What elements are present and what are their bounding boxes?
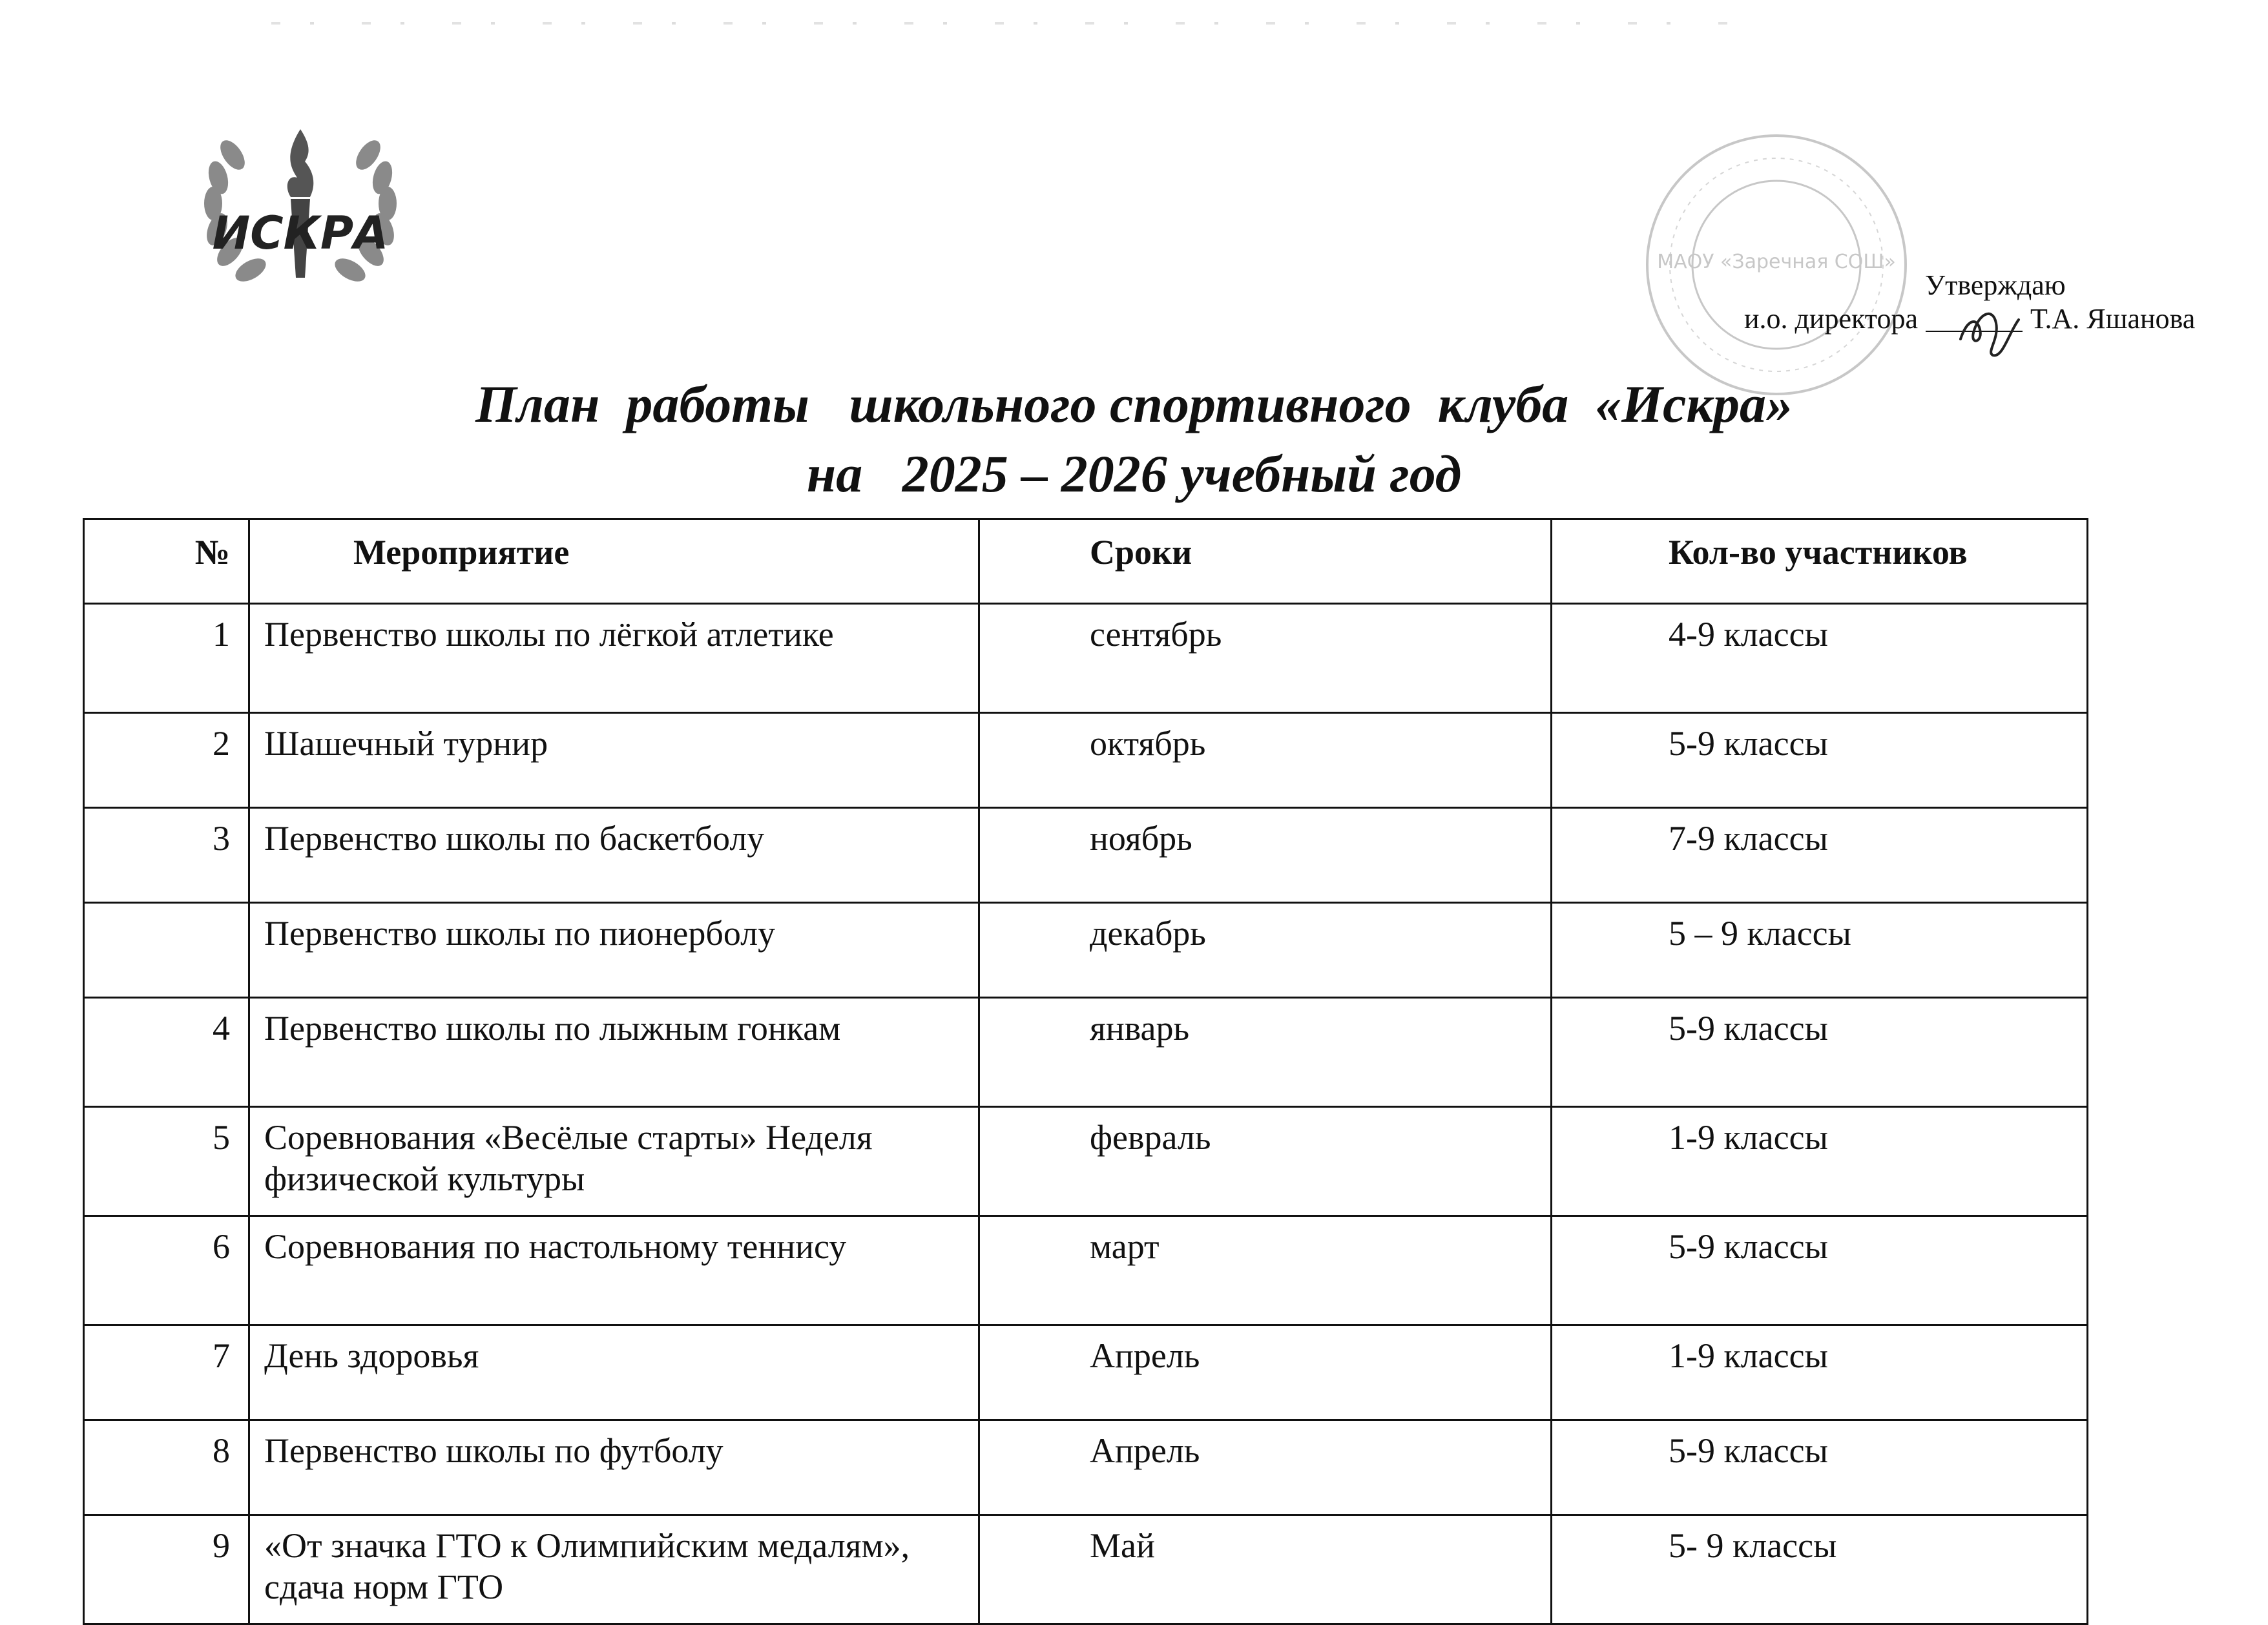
- table-row: [84, 1325, 2088, 1420]
- table-row: [84, 713, 2088, 808]
- title-line-2: на 2025 – 2026 учебный год: [806, 444, 1462, 503]
- row-event: Первенство школы по баскетболу: [249, 808, 979, 903]
- row-event: «От значка ГТО к Олимпийским медалям», сдача норм ГТО: [249, 1515, 979, 1624]
- row-participants: 1-9 классы: [1552, 1107, 2088, 1216]
- row-dates: Апрель: [979, 1420, 1552, 1515]
- row-participants: 5-9 классы: [1552, 998, 2088, 1107]
- row-number: 5: [84, 1107, 249, 1216]
- row-event: Соревнования по настольному теннису: [249, 1216, 979, 1325]
- row-number: 7: [84, 1325, 249, 1420]
- table-row: [84, 903, 2088, 998]
- header-event: Мероприятие: [249, 519, 979, 604]
- row-dates: декабрь: [979, 903, 1552, 998]
- row-dates: октябрь: [979, 713, 1552, 808]
- header-dates: Сроки: [979, 519, 1552, 604]
- table-header-row: [84, 519, 2088, 604]
- events-table: [83, 518, 2088, 1625]
- row-dates: январь: [979, 998, 1552, 1107]
- row-number: [84, 903, 249, 998]
- row-participants: 5-9 классы: [1552, 713, 2088, 808]
- table-row: [84, 1107, 2088, 1216]
- table-row: [84, 1420, 2088, 1515]
- row-dates: февраль: [979, 1107, 1552, 1216]
- row-number: 4: [84, 998, 249, 1107]
- header-number: №: [84, 519, 249, 604]
- handwritten-signature: [1948, 294, 2038, 365]
- row-dates: Апрель: [979, 1325, 1552, 1420]
- table-row: [84, 1216, 2088, 1325]
- title-line-1: План работы школьного спортивного клуба «Искра»: [475, 375, 1793, 433]
- row-dates: Май: [979, 1515, 1552, 1624]
- row-number: 3: [84, 808, 249, 903]
- row-event: Первенство школы по лыжным гонкам: [249, 998, 979, 1107]
- row-event: Шашечный турнир: [249, 713, 979, 808]
- row-participants: 5-9 классы: [1552, 1420, 2088, 1515]
- svg-text:МАОУ «Заречная СОШ»: МАОУ «Заречная СОШ»: [1657, 251, 1896, 273]
- row-event: Соревнования «Весёлые старты» Неделя физической культуры: [249, 1107, 979, 1216]
- row-event: Первенство школы по пионерболу: [249, 903, 979, 998]
- row-event: Первенство школы по футболу: [249, 1420, 979, 1515]
- row-dates: ноябрь: [979, 808, 1552, 903]
- row-number: 2: [84, 713, 249, 808]
- row-participants: 5 – 9 классы: [1552, 903, 2088, 998]
- row-participants: 7-9 классы: [1552, 808, 2088, 903]
- svg-text:ИСКРА: ИСКРА: [212, 207, 389, 260]
- header-participants: Кол-во участников: [1552, 519, 2088, 604]
- table-row: [84, 808, 2088, 903]
- table-row: [84, 1515, 2088, 1624]
- row-participants: 5- 9 классы: [1552, 1515, 2088, 1624]
- table-row: [84, 604, 2088, 713]
- table-row: [84, 998, 2088, 1107]
- row-number: 8: [84, 1420, 249, 1515]
- row-participants: 4-9 классы: [1552, 604, 2088, 713]
- scan-noise: [271, 22, 1757, 25]
- director-name: Т.А. Яшанова: [2030, 303, 2196, 335]
- document-title: [0, 369, 2268, 509]
- row-number: 1: [84, 604, 249, 713]
- row-participants: 1-9 классы: [1552, 1325, 2088, 1420]
- row-dates: март: [979, 1216, 1552, 1325]
- row-number: 6: [84, 1216, 249, 1325]
- row-number: 9: [84, 1515, 249, 1624]
- row-event: Первенство школы по лёгкой атлетике: [249, 604, 979, 713]
- row-event: День здоровья: [249, 1325, 979, 1420]
- row-dates: сентябрь: [979, 604, 1552, 713]
- torch-laurel-logo: [194, 116, 407, 310]
- row-participants: 5-9 классы: [1552, 1216, 2088, 1325]
- approval-label: Утверждаю: [1925, 269, 2066, 301]
- director-position: и.о. директора: [1744, 303, 1918, 335]
